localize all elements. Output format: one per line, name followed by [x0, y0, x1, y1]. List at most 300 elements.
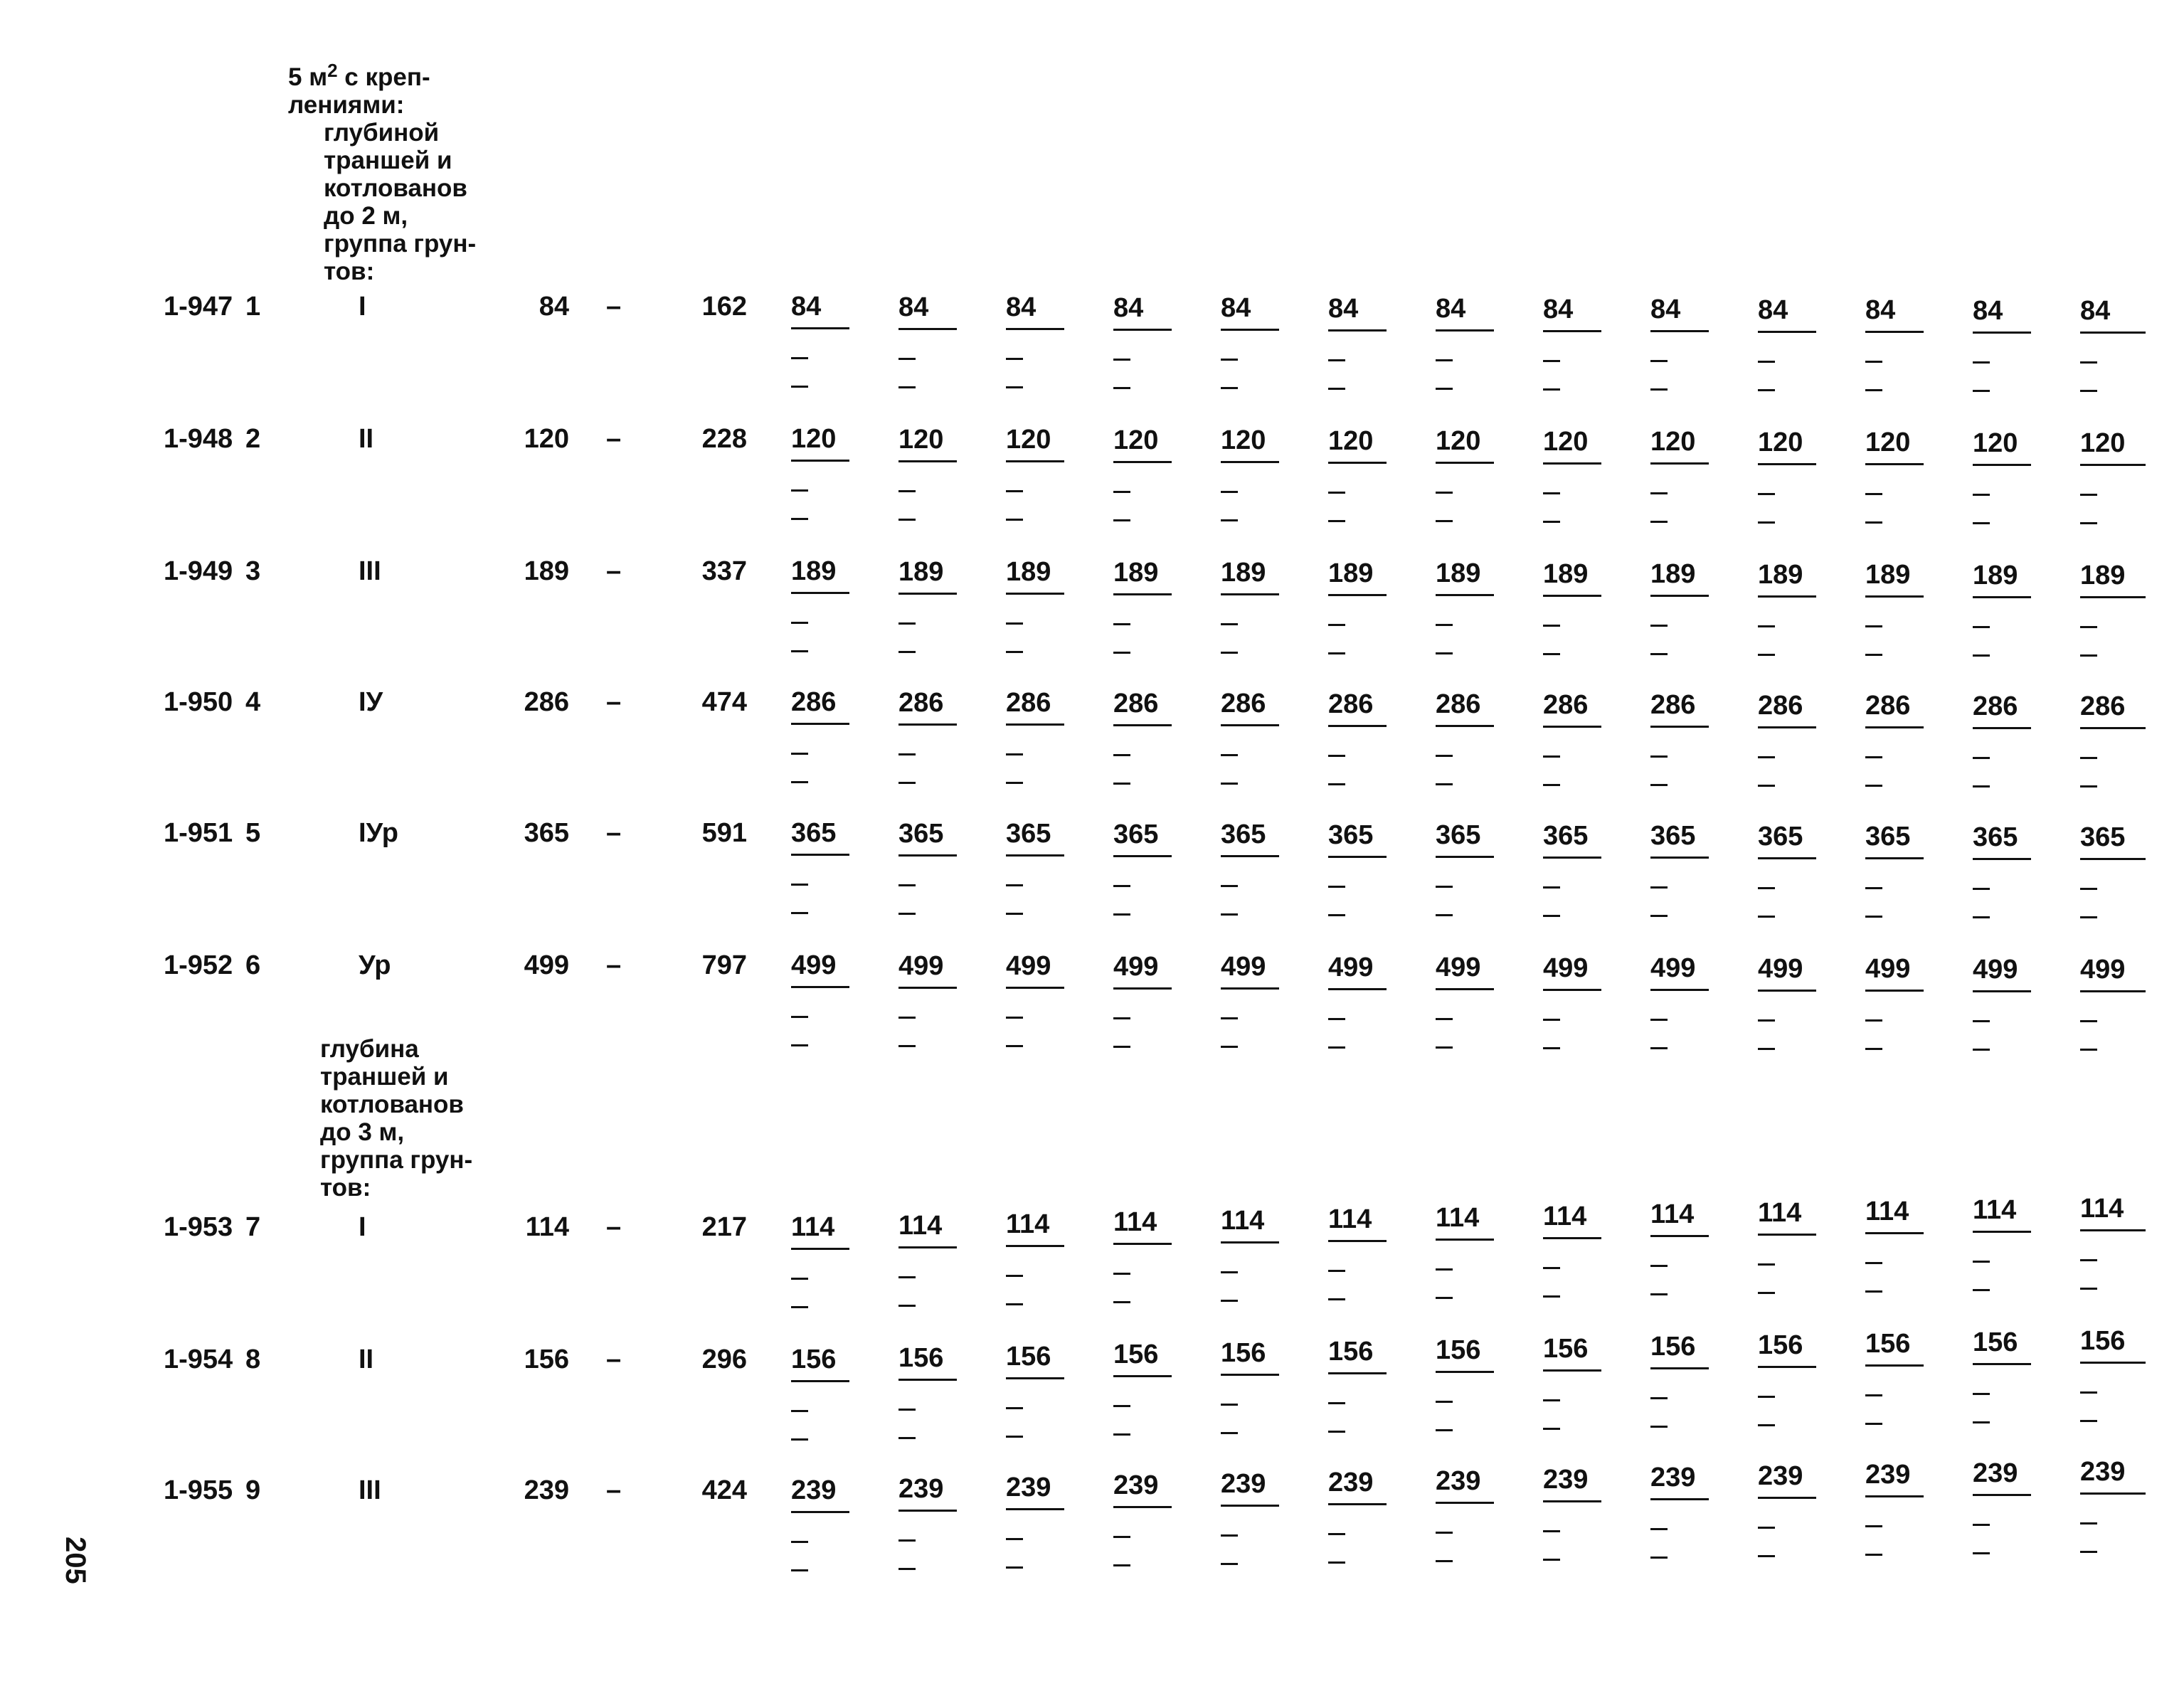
value-underline	[2080, 1362, 2146, 1364]
row-code: 1-953	[164, 1212, 233, 1242]
value-cell: 239	[1543, 1465, 1589, 1495]
value-underline	[1006, 460, 1064, 462]
value-dash	[1436, 1018, 1453, 1020]
value-dash	[1436, 520, 1453, 522]
row-dash: –	[606, 950, 622, 980]
value-dash	[1543, 886, 1560, 889]
value-cell: 120	[1328, 426, 1374, 456]
value-cell: 286	[1758, 691, 1803, 721]
value-dash	[1328, 1402, 1345, 1404]
value-dash	[791, 650, 808, 652]
value-dash	[1436, 1046, 1453, 1049]
value-cell: 239	[1221, 1469, 1266, 1499]
value-underline	[1973, 727, 2031, 729]
value-underline	[1436, 1371, 1494, 1373]
row-group: II	[359, 424, 374, 454]
value-dash	[1328, 914, 1345, 916]
value-dash	[1328, 359, 1345, 361]
sub-line1: глубина	[320, 1035, 419, 1063]
value-dash	[1865, 389, 1882, 391]
value-dash	[1328, 783, 1345, 785]
value-dash	[1221, 1017, 1238, 1019]
value-dash	[791, 1044, 808, 1046]
value-dash	[1113, 1046, 1130, 1048]
value-cell: 499	[1865, 954, 1911, 984]
value-dash	[898, 1305, 916, 1307]
value-dash	[2080, 1020, 2097, 1022]
value-dash	[2080, 654, 2097, 657]
value-underline	[1650, 989, 1709, 991]
value-dash	[1221, 1534, 1238, 1537]
value-underline	[1543, 595, 1601, 597]
value-dash	[1543, 1559, 1560, 1561]
row-num: 9	[245, 1475, 261, 1505]
row-dash: –	[606, 1212, 622, 1242]
value-dash	[2080, 1420, 2097, 1422]
value-underline	[1436, 856, 1494, 858]
value-underline	[1758, 331, 1816, 333]
value-dash	[1650, 388, 1668, 391]
value-dash	[1113, 1433, 1130, 1436]
value-dash	[1436, 652, 1453, 654]
value-dash	[791, 884, 808, 886]
value-underline	[1328, 594, 1387, 596]
value-dash	[1650, 1557, 1668, 1559]
row-base: 189	[524, 556, 569, 586]
value-dash	[898, 782, 916, 784]
value-dash	[1221, 1563, 1238, 1565]
row-max: 474	[701, 687, 747, 717]
row-max: 424	[701, 1475, 747, 1505]
value-dash	[1865, 1394, 1882, 1396]
value-dash	[1436, 624, 1453, 626]
value-cell: 84	[1436, 294, 1466, 324]
value-cell: 114	[1221, 1206, 1265, 1236]
value-cell: 365	[2080, 822, 2126, 852]
value-underline	[2080, 990, 2146, 992]
value-underline	[1113, 724, 1172, 726]
value-cell: 84	[1865, 295, 1896, 325]
value-underline	[898, 460, 957, 462]
value-underline	[1543, 857, 1601, 859]
value-dash	[1650, 1019, 1668, 1021]
value-cell: 120	[1543, 427, 1589, 457]
value-dash	[1758, 1048, 1775, 1050]
value-cell: 120	[1436, 426, 1481, 456]
value-dash	[898, 622, 916, 625]
value-dash	[1221, 754, 1238, 756]
value-underline	[1006, 1508, 1064, 1510]
value-cell: 156	[1006, 1342, 1051, 1372]
value-dash	[1436, 783, 1453, 785]
value-dash	[1865, 1019, 1882, 1022]
value-dash	[1006, 1017, 1023, 1019]
value-dash	[2080, 1259, 2097, 1261]
value-underline	[1113, 987, 1172, 990]
value-dash	[1973, 757, 1990, 759]
value-underline	[1006, 1377, 1064, 1379]
row-max: 797	[701, 950, 747, 980]
row-group: II	[359, 1345, 374, 1374]
value-dash	[1436, 359, 1453, 361]
value-cell: 84	[1758, 295, 1788, 325]
value-cell: 286	[1328, 689, 1374, 719]
value-underline	[1006, 1245, 1064, 1247]
value-cell: 365	[791, 818, 837, 848]
value-dash	[1328, 1561, 1345, 1564]
value-underline	[1973, 858, 2031, 860]
value-dash	[1865, 916, 1882, 918]
value-underline	[1328, 462, 1387, 464]
value-dash	[1865, 1290, 1882, 1293]
row-num: 6	[245, 950, 261, 980]
value-dash	[1650, 1265, 1668, 1267]
row-dash: –	[606, 1345, 622, 1374]
value-underline	[898, 987, 957, 989]
value-dash	[1543, 1047, 1560, 1049]
value-cell: 365	[1006, 819, 1051, 849]
value-dash	[1436, 1532, 1453, 1534]
value-dash	[791, 1016, 808, 1018]
value-cell: 286	[1543, 690, 1589, 720]
value-dash	[1436, 388, 1453, 390]
value-dash	[1328, 388, 1345, 390]
value-cell: 189	[1543, 559, 1589, 589]
value-cell: 114	[1436, 1203, 1480, 1233]
value-dash	[2080, 1288, 2097, 1290]
row-max: 591	[701, 818, 747, 848]
value-cell: 499	[1221, 952, 1266, 982]
value-dash	[1650, 915, 1668, 917]
sub-line4: до 3 м,	[320, 1118, 405, 1146]
value-cell: 120	[1113, 425, 1159, 455]
value-dash	[1543, 784, 1560, 786]
value-underline	[2080, 1492, 2146, 1495]
value-underline	[1328, 1372, 1387, 1374]
value-dash	[1113, 359, 1130, 361]
value-dash	[1865, 1525, 1882, 1527]
value-cell: 499	[791, 950, 837, 980]
value-dash	[1865, 887, 1882, 889]
value-dash	[898, 884, 916, 886]
value-underline	[1113, 329, 1172, 331]
header-line7: группа грун-	[324, 230, 477, 258]
value-dash	[1758, 1424, 1775, 1426]
value-underline	[1113, 1375, 1172, 1377]
value-dash	[1973, 785, 1990, 788]
value-underline	[1113, 855, 1172, 857]
value-dash	[791, 781, 808, 783]
value-cell: 189	[1650, 559, 1696, 589]
value-dash	[1973, 390, 1990, 392]
value-dash	[1113, 652, 1130, 654]
value-underline	[1865, 857, 1924, 859]
value-dash	[791, 357, 808, 359]
value-cell: 84	[1113, 293, 1144, 323]
value-dash	[791, 1569, 808, 1571]
row-group: I	[359, 292, 366, 322]
value-cell: 499	[1650, 953, 1696, 983]
value-underline	[1650, 726, 1709, 728]
value-underline	[1113, 461, 1172, 463]
row-num: 2	[245, 424, 261, 454]
value-dash	[1328, 1431, 1345, 1433]
row-num: 5	[245, 818, 261, 848]
value-cell: 499	[1973, 955, 2018, 985]
value-dash	[1650, 1528, 1668, 1530]
value-cell: 499	[1328, 953, 1374, 982]
value-dash	[1113, 1017, 1130, 1019]
value-cell: 365	[1113, 820, 1159, 849]
value-underline	[1436, 988, 1494, 990]
value-cell: 156	[1543, 1334, 1589, 1364]
value-underline	[1436, 1239, 1494, 1241]
value-dash	[2080, 888, 2097, 890]
value-underline	[1650, 330, 1709, 332]
value-underline	[1221, 987, 1279, 990]
value-dash	[898, 386, 916, 388]
value-dash	[1006, 1407, 1023, 1409]
row-num: 8	[245, 1345, 261, 1374]
row-base: 156	[524, 1345, 569, 1374]
value-cell: 365	[898, 819, 944, 849]
value-dash	[1650, 1047, 1668, 1049]
value-dash	[898, 490, 916, 492]
value-cell: 365	[1221, 820, 1266, 849]
value-dash	[2080, 1049, 2097, 1051]
value-dash	[1758, 361, 1775, 363]
value-dash	[1006, 622, 1023, 625]
value-underline	[898, 328, 957, 330]
value-underline	[1758, 726, 1816, 728]
value-cell: 286	[1650, 690, 1696, 720]
value-dash	[1006, 1538, 1023, 1540]
value-underline	[1006, 328, 1064, 330]
value-cell: 114	[2080, 1194, 2124, 1224]
value-dash	[1758, 1396, 1775, 1398]
row-base: 120	[524, 424, 569, 454]
value-cell: 239	[1650, 1463, 1696, 1492]
value-cell: 365	[1865, 822, 1911, 852]
value-underline	[1328, 1503, 1387, 1505]
value-underline	[1758, 1366, 1816, 1368]
value-cell: 189	[1113, 558, 1159, 588]
row-dash: –	[606, 1475, 622, 1505]
row-max: 337	[701, 556, 747, 586]
row-group: IУр	[359, 818, 398, 848]
value-cell: 156	[1221, 1338, 1266, 1368]
value-cell: 120	[898, 425, 944, 455]
value-dash	[1758, 756, 1775, 758]
value-dash	[1006, 1045, 1023, 1047]
value-dash	[1543, 492, 1560, 494]
value-dash	[1436, 492, 1453, 494]
value-underline	[791, 723, 849, 725]
row-code: 1-954	[164, 1345, 233, 1374]
value-cell: 239	[1328, 1468, 1374, 1497]
value-underline	[898, 854, 957, 857]
value-dash	[1865, 625, 1882, 627]
value-dash	[791, 1306, 808, 1308]
value-cell: 120	[1973, 428, 2018, 458]
row-num: 1	[245, 292, 261, 322]
value-dash	[1758, 625, 1775, 627]
value-underline	[1221, 593, 1279, 595]
row-dash: –	[606, 292, 622, 322]
value-cell: 189	[1328, 558, 1374, 588]
value-dash	[1006, 1303, 1023, 1305]
value-dash	[1221, 1404, 1238, 1406]
value-cell: 239	[1758, 1461, 1803, 1491]
value-cell: 365	[1973, 822, 2018, 852]
value-underline	[1865, 726, 1924, 728]
value-cell: 114	[1650, 1199, 1695, 1229]
value-dash	[1758, 493, 1775, 495]
value-cell: 114	[1328, 1204, 1372, 1234]
value-dash	[1113, 1536, 1130, 1538]
value-underline	[1113, 593, 1172, 595]
value-underline	[1328, 725, 1387, 727]
value-dash	[898, 913, 916, 915]
value-dash	[1436, 1268, 1453, 1271]
value-dash	[791, 1410, 808, 1412]
value-dash	[2080, 785, 2097, 788]
value-dash	[1221, 519, 1238, 521]
value-dash	[1221, 1432, 1238, 1434]
value-dash	[1543, 653, 1560, 655]
value-underline	[791, 1511, 849, 1513]
value-cell: 189	[1221, 558, 1266, 588]
value-dash	[1543, 1530, 1560, 1532]
value-dash	[1973, 654, 1990, 657]
section1-header	[288, 57, 476, 285]
value-dash	[1328, 1018, 1345, 1020]
value-dash	[1865, 361, 1882, 363]
value-underline	[1006, 723, 1064, 726]
value-underline	[1113, 1506, 1172, 1508]
value-dash	[1865, 1262, 1882, 1264]
value-dash	[1543, 1428, 1560, 1430]
value-cell: 499	[1543, 953, 1589, 983]
value-dash	[1650, 755, 1668, 758]
value-dash	[1865, 756, 1882, 758]
row-group: IУ	[359, 687, 383, 717]
sub-line5: группа грун-	[320, 1146, 473, 1174]
value-cell: 499	[1436, 953, 1481, 982]
value-underline	[1328, 329, 1387, 332]
value-dash	[1650, 886, 1668, 889]
value-dash	[1973, 1393, 1990, 1395]
value-cell: 239	[2080, 1457, 2126, 1487]
row-dash: –	[606, 818, 622, 848]
value-dash	[1113, 491, 1130, 493]
value-underline	[1758, 463, 1816, 465]
value-cell: 120	[1006, 425, 1051, 455]
value-dash	[791, 912, 808, 914]
value-dash	[2080, 757, 2097, 759]
value-dash	[898, 1017, 916, 1019]
value-cell: 286	[2080, 691, 2126, 721]
value-underline	[1436, 725, 1494, 727]
value-cell: 365	[1328, 820, 1374, 850]
value-dash	[1865, 1554, 1882, 1556]
value-cell: 239	[1006, 1473, 1051, 1502]
value-cell: 114	[1113, 1207, 1157, 1237]
value-cell: 286	[1436, 689, 1481, 719]
value-dash	[1006, 1436, 1023, 1438]
value-dash	[1328, 1046, 1345, 1049]
value-dash	[1436, 755, 1453, 757]
header-line1: 5 $м^2$ с креп-	[288, 60, 430, 91]
value-dash	[1973, 1552, 1990, 1554]
value-underline	[1006, 854, 1064, 857]
header-line2: лениями:	[288, 91, 405, 119]
header-line6: до 2 м,	[324, 202, 408, 230]
value-cell: 84	[1221, 293, 1251, 323]
value-underline	[1543, 330, 1601, 332]
value-cell: 120	[1221, 425, 1266, 455]
value-cell: 499	[1113, 952, 1159, 982]
value-dash	[1758, 521, 1775, 524]
value-dash	[1221, 1046, 1238, 1048]
value-cell: 499	[1006, 951, 1051, 981]
value-underline	[1758, 1234, 1816, 1236]
value-dash	[1758, 916, 1775, 918]
value-dash	[1113, 519, 1130, 521]
value-dash	[1006, 753, 1023, 755]
value-dash	[1328, 652, 1345, 654]
value-dash	[1758, 1263, 1775, 1266]
value-dash	[2080, 494, 2097, 496]
row-num: 4	[245, 687, 261, 717]
row-group: I	[359, 1212, 366, 1242]
value-cell: 114	[1543, 1202, 1587, 1231]
value-dash	[2080, 522, 2097, 524]
value-cell: 84	[1328, 294, 1359, 324]
sub-line3: котлованов	[320, 1091, 464, 1118]
value-underline	[1328, 988, 1387, 990]
value-dash	[1973, 522, 1990, 524]
value-dash	[1543, 1295, 1560, 1298]
value-dash	[1113, 1564, 1130, 1566]
value-underline	[1973, 1363, 2031, 1365]
value-dash	[1328, 1533, 1345, 1535]
value-underline	[1650, 595, 1709, 597]
value-cell: 156	[1865, 1329, 1911, 1359]
value-dash	[898, 519, 916, 521]
row-base: 239	[524, 1475, 569, 1505]
value-dash	[1650, 1293, 1668, 1295]
row-max: 217	[701, 1212, 747, 1242]
value-cell: 114	[1865, 1197, 1909, 1226]
value-dash	[791, 1541, 808, 1543]
value-cell: 189	[791, 556, 837, 586]
value-cell: 239	[1973, 1458, 2018, 1488]
value-underline	[1436, 329, 1494, 332]
value-dash	[1973, 1020, 1990, 1022]
value-dash	[1006, 1566, 1023, 1569]
value-dash	[1758, 654, 1775, 656]
value-dash	[1328, 624, 1345, 626]
sub-line6: тов:	[320, 1174, 371, 1202]
value-dash	[1113, 623, 1130, 625]
value-dash	[1543, 1399, 1560, 1401]
value-dash	[1758, 785, 1775, 787]
value-dash	[1650, 1426, 1668, 1428]
value-dash	[1221, 1271, 1238, 1273]
value-dash	[1650, 492, 1668, 494]
value-dash	[898, 1276, 916, 1278]
